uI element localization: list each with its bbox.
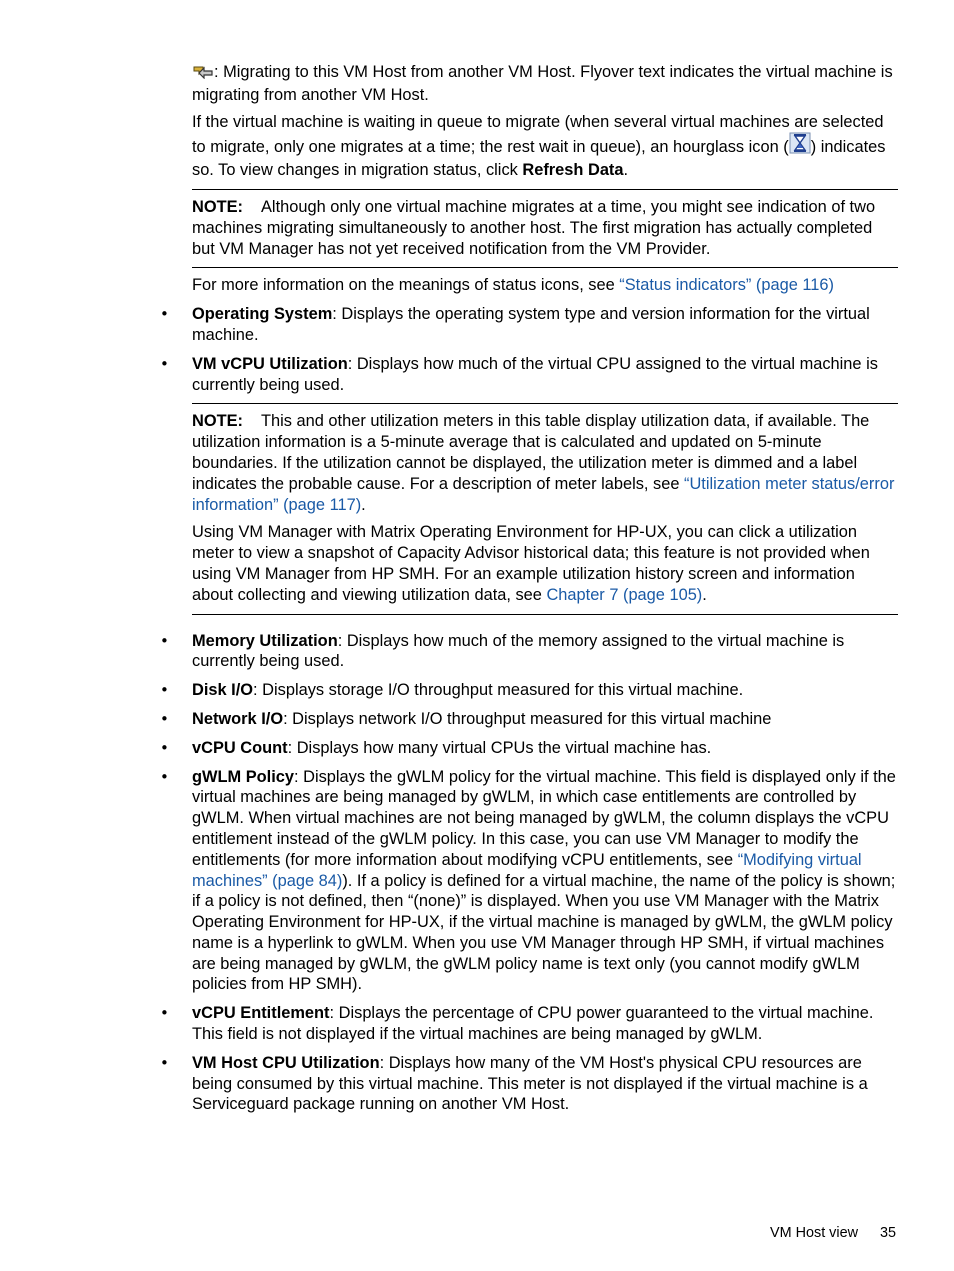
- migrate-icon: [192, 63, 214, 85]
- refresh-data-label: Refresh Data: [522, 161, 624, 180]
- utilization-meter-link[interactable]: “Utilization meter status/error information” (page 117): [192, 474, 895, 514]
- footer-section-title: VM Host view: [770, 1225, 858, 1241]
- list-item-vcpu-entitlement: • vCPU Entitlement: Displays the percentage of CPU power guaranteed to the virtual machine. This field is not displayed if the virtual machines are being managed by gWLM.: [192, 1003, 898, 1045]
- queue-paragraph: If the virtual machine is waiting in queue to migrate (when several virtual machines are selected to migrate, only one migrates at a time; the rest wait in queue), an hourglass icon ( ) indicates so. To view changes in migration status, click Refresh Data.: [192, 112, 886, 180]
- list-item-vcpu-count: • vCPU Count: Displays how many virtual CPUs the virtual machine has.: [192, 738, 898, 759]
- list-item-network-io: • Network I/O: Displays network I/O throughput measured for this virtual machine: [192, 709, 898, 730]
- list-item-memory-utilization: • Memory Utilization: Displays how much of the memory assigned to the virtual machine is currently being used.: [192, 631, 898, 673]
- note-label: NOTE:: [192, 197, 243, 216]
- chapter-7-link[interactable]: Chapter 7 (page 105): [546, 585, 703, 604]
- page-number: 35: [879, 1225, 896, 1241]
- note-utilization: NOTE: This and other utilization meters in this table display utilization data, if available. The utilization information is a 5-minute average that is calculated and updated on 5-minute boundaries. If the utilization cannot be displayed, the utilization meter is dimmed and a label indicates the probable cause. For a description of meter labels, see “Utilization meter status/error information” (page 117). Using VM Manager with Matrix Operating Environment for HP-UX, you can click a utilization meter to view a snapshot of Capacity Advisor historical data; this feature is not provided when using VM Manager from HP SMH. For an example utilization history screen and information about collecting and viewing utilization data, see Chapter 7 (page 105).: [192, 403, 898, 614]
- page-footer: [770, 1223, 896, 1244]
- note-migration: NOTE: Although only one virtual machine migrates at a time, you might see indication of two machines migrating simultaneously to another host. The first migration has actually completed but VM Manager has not yet received notification from the VM Provider.: [192, 189, 898, 268]
- document-body: [192, 62, 898, 1115]
- list-item-gwlm-policy: • gWLM Policy: Displays the gWLM policy for the virtual machine. This field is displayed only if the virtual machines are being managed by gWLM, in which case entitlements are controlled by gWLM. When virtual machines are not being managed by gWLM, the column displays the vCPU entitlement instead of the gWLM policy. In this case, you can use VM Manager to modify the entitlements (for more information about modifying vCPU entitlements, see “Modifying virtual machines” (page 84)). If a policy is defined for a virtual machine, the name of the policy is shown; if a policy is not defined, then “(none)” is displayed. When you use VM Manager with the Matrix Operating Environment for HP-UX, if the virtual machine is managed by gWLM, the gWLM policy name is a hyperlink to gWLM. When you use VM Manager through HP SMH, if virtual machines are being managed by gWLM, the gWLM policy name is text only (you cannot modify gWLM policies from HP SMH).: [192, 767, 898, 996]
- status-info-paragraph: For more information on the meanings of status icons, see “Status indicators” (page 116): [192, 276, 834, 295]
- modifying-virtual-machines-link[interactable]: “Modifying virtual machines” (page 84): [192, 850, 862, 890]
- status-indicators-link[interactable]: “Status indicators” (page 116): [619, 276, 834, 295]
- hourglass-icon: [789, 132, 811, 160]
- list-item-disk-io: • Disk I/O: Displays storage I/O throughput measured for this virtual machine.: [192, 680, 898, 701]
- field-list: [192, 304, 898, 1115]
- list-item-operating-system: • Operating System: Displays the operating system type and version information for the virtual machine.: [192, 304, 898, 346]
- list-item-vm-vcpu-utilization: • VM vCPU Utilization: Displays how much of the virtual CPU assigned to the virtual machine is currently being used. NOTE: This and other utilization meters in this table display utilization data, if available. The utilization information is a 5-minute average that is calculated and updated on 5-minute boundaries. If the utilization cannot be displayed, the utilization meter is dimmed and a label indicates the probable cause. For a description of meter labels, see “Utilization meter status/error information” (page 117). Using VM Manager with Matrix Operating Environment for HP-UX, you can click a utilization meter to view a snapshot of Capacity Advisor historical data; this feature is not provided when using VM Manager from HP SMH. For an example utilization history screen and information about collecting and viewing utilization data, see Chapter 7 (page 105).: [192, 354, 898, 615]
- migrating-paragraph: : Migrating to this VM Host from another VM Host. Flyover text indicates the virtual machine is migrating from another VM Host.: [192, 63, 893, 104]
- note-label: NOTE:: [192, 412, 243, 431]
- list-item-vm-host-cpu-utilization: • VM Host CPU Utilization: Displays how many of the VM Host's physical CPU resources are being consumed by this virtual machine. This meter is not displayed if the virtual machine is a Serviceguard package running on another VM Host.: [192, 1053, 898, 1115]
